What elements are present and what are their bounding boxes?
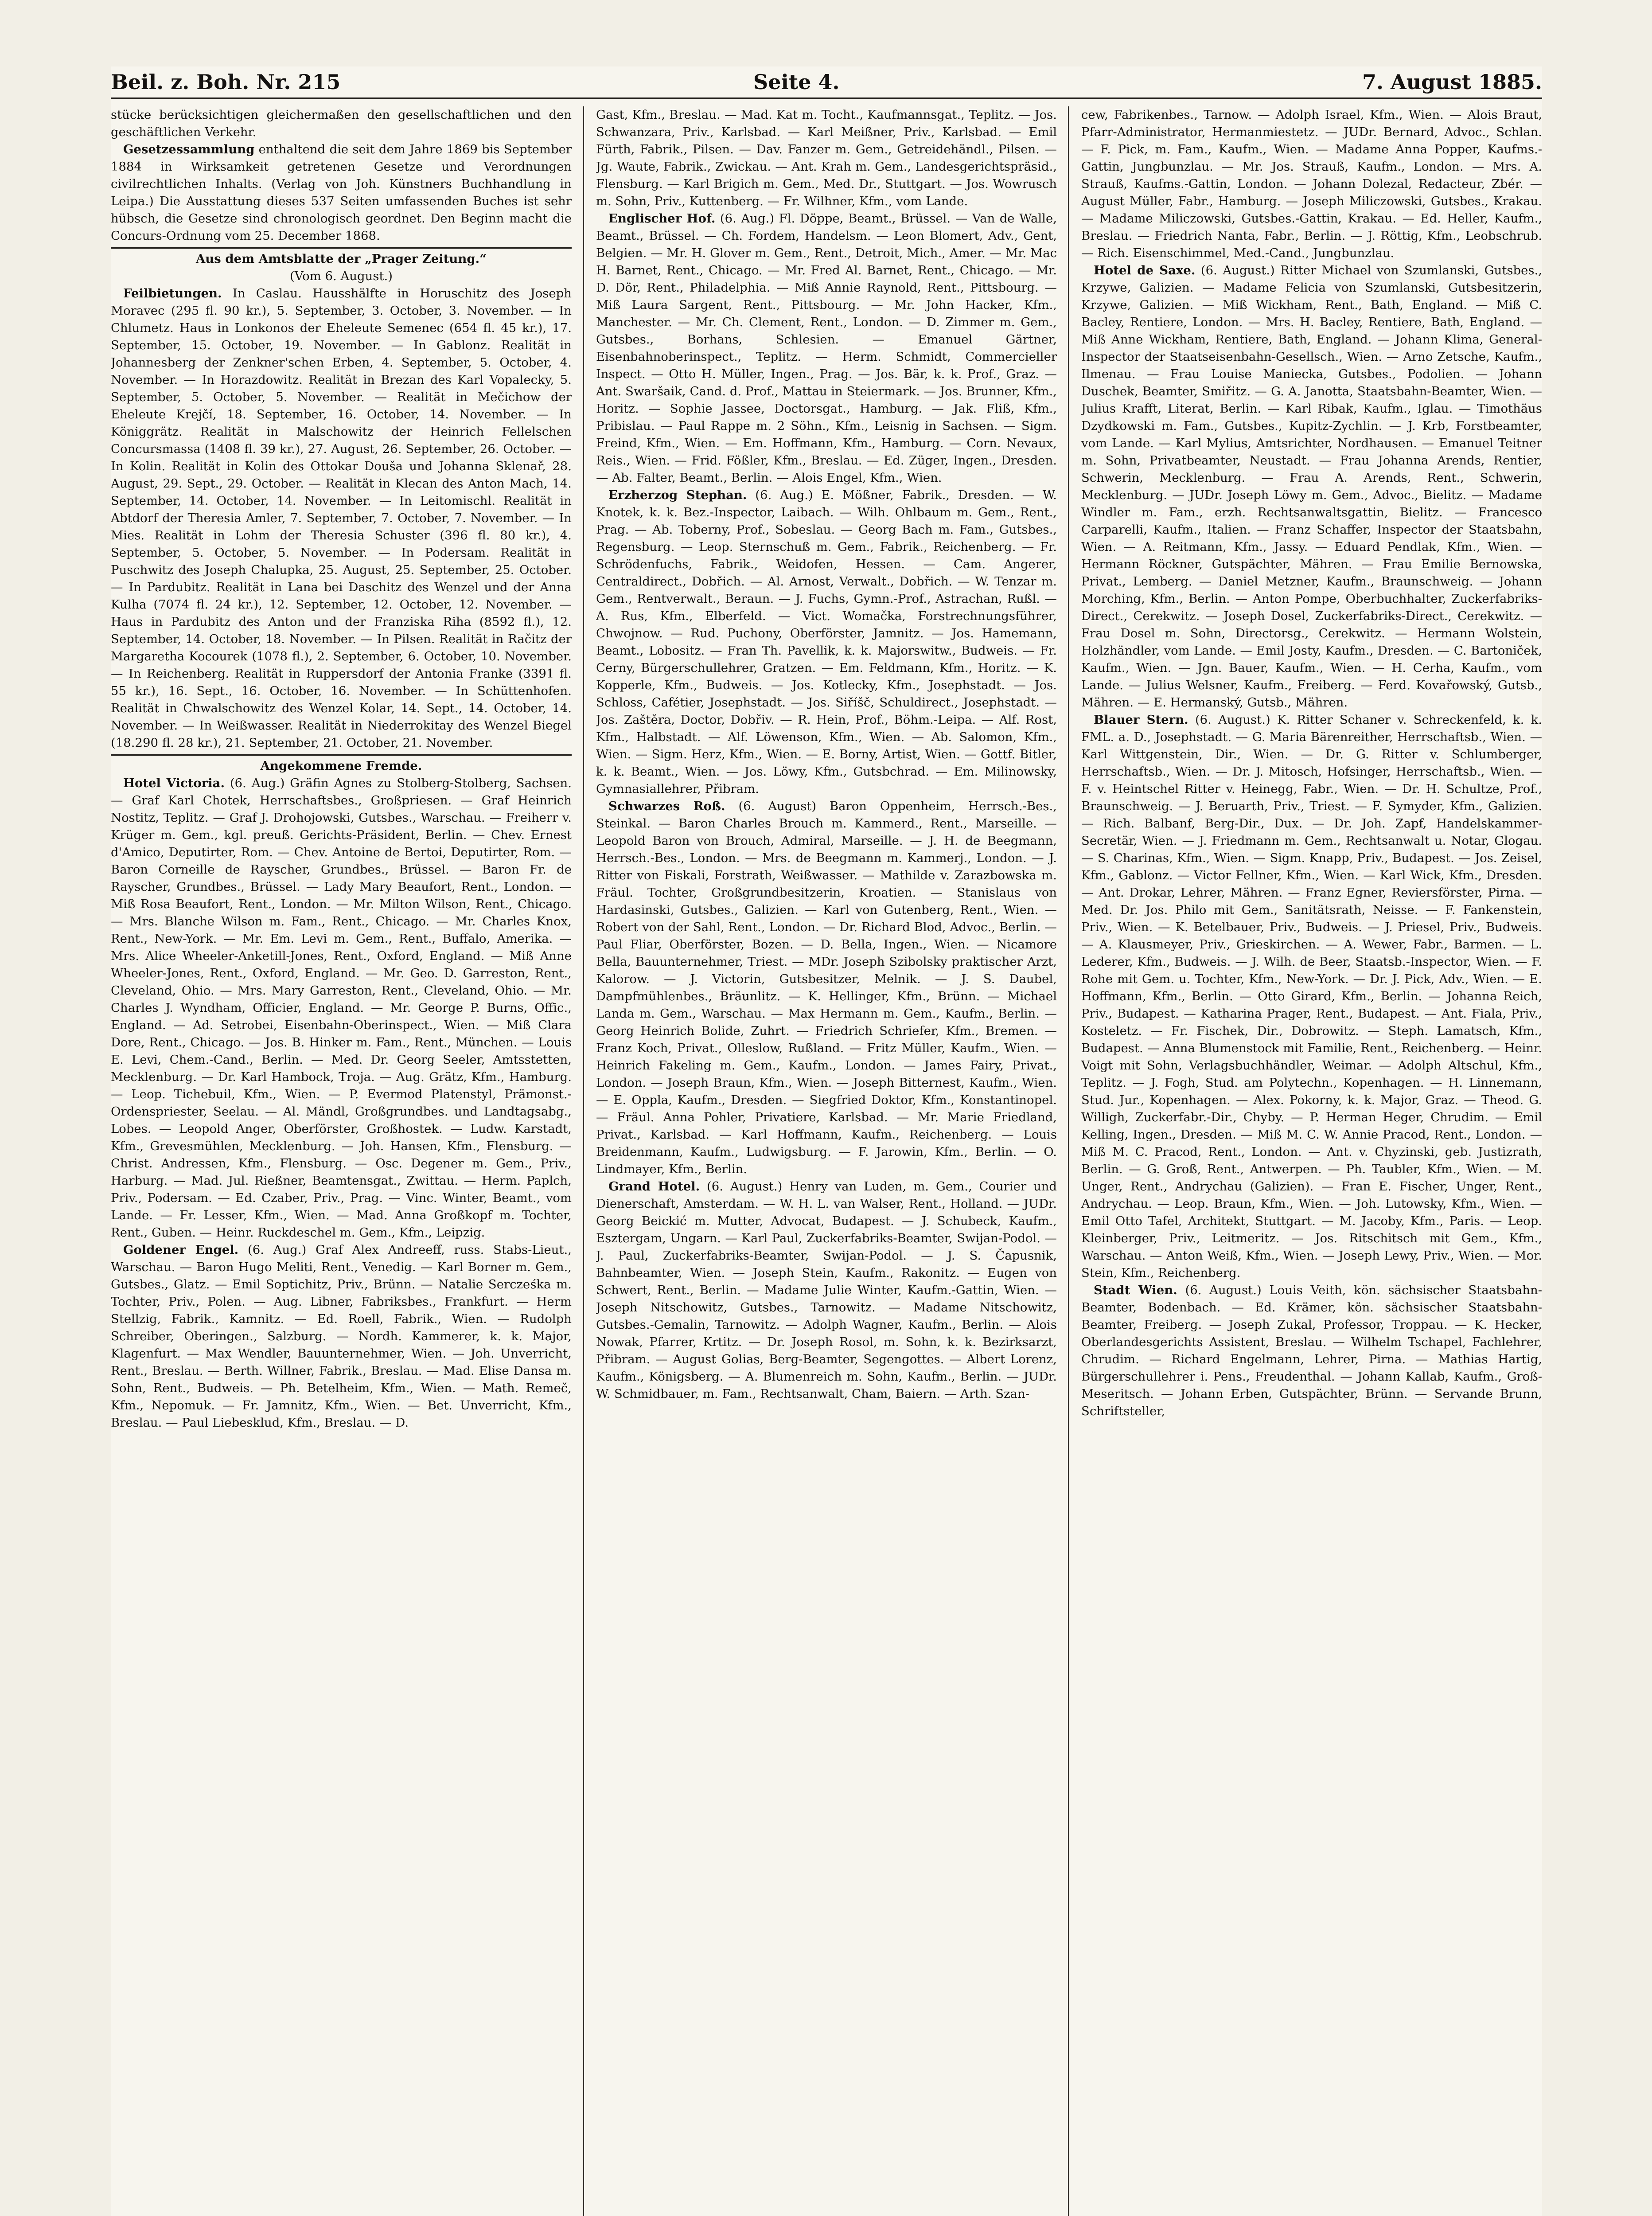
column-2 (596, 106, 1057, 2216)
column-3 (1081, 106, 1542, 2216)
schwarzes-ross (596, 798, 1057, 1178)
blauer-stern-title: Blauer Stern. (1094, 713, 1188, 727)
newspaper-page (111, 66, 1542, 2216)
englischer-hof-title: Englischer Hof. (608, 211, 716, 226)
hotel-de-saxe-text: (6. August.) Ritter Michael von Szumlanski, Gutsbes., Krzywe, Galizien. — Madame Felicia von Szumlanski, Gutsbesitzerin, Krzywe, Galizien. — Miß Wickham, Rent., Bath, England. — Miß C. Bacley, Rentiere, London. — Mrs. H. Bacley, Rentiere, Bath, England. — Miß Anne Wickham, Rentiere, Bath, England. — Johann Klima, General-Inspector der Staatseisenbahn-Gesellsch., Wien. — Arno Zetsche, Kaufm., Ilmenau. — Frau Louise Maniecka, Gutsbes., Podolien. — Johann Duschek, Beamter, Smiřitz. — G. A. Janotta, Staatsbahn-Beamter, Wien. — Julius Krafft, Literat, Berlin. — Karl Ribak, Kaufm., Iglau. — Timothäus Dzydkowski m. Fam., Gutsbes., Kupitz-Zychlin. — J. Krb, Forstbeamter, vom Lande. — Karl Mylius, Amtsrichter, Nordhausen. — Emanuel Teitner m. Sohn, Privatbeamter, Neustadt. — Frau Johanna Arends, Rentier, Schwerin, Mecklenburg. — Frau A. Arends, Rent., Schwerin, Mecklenburg. — JUDr. Joseph Löwy m. Gem., Advoc., Bielitz. — Madame Windler m. Fam., erzh. Rechtsanwaltsgattin, Bielitz. — Francesco Carparelli, Kaufm., Italien. — Franz Schaffer, Inspector der Staatsbahn, Wien. — A. Reitmann, Kfm., Jassy. — Eduard Pendlak, Kfm., Wien. — Hermann Röckner, Gutspächter, Mähren. — Frau Emilie Bernowska, Privat., Lemberg. — Daniel Metzner, Kaufm., Braunschweig. — Johann Morching, Kfm., Berlin. — Anton Pompe, Oberbuchhalter, Zuckerfabriks-Direct., Cerekwitz. — Joseph Dosel, Zuckerfabriks-Direct., Cerekwitz. — Frau Dosel m. Sohn, Directorsg., Cerekwitz. — Hermann Wolstein, Holzhändler, vom Lande. — Emil Josty, Kaufm., Dresden. — C. Bartoniček, Kaufm., Wien. — Jgn. Bauer, Kaufm., Wien. — H. Cerha, Kaufm., vom Lande. — Julius Welsner, Kaufm., Freiberg. — Ferd. Kovařowský, Gutsb., Mähren. — E. Hermanský, Gutsb., Mähren. (1081, 263, 1542, 710)
intro-text: stücke berücksichtigen gleichermaßen den gesellschaftlichen und den geschäftlichen Verkehr. (111, 108, 572, 139)
issue-date: 7. August 1885. (1362, 70, 1542, 94)
amtsblatt-heading: Aus dem Amtsblatte der „Prager Zeitung.“ (111, 247, 572, 268)
hotel-de-saxe (1081, 262, 1542, 711)
grand-hotel-title: Grand Hotel. (608, 1179, 700, 1194)
continued-text: Gast, Kfm., Breslau. — Mad. Kat m. Tocht., Kaufmannsgat., Teplitz. — Jos. Schwanzara, Priv., Karlsbad. — Karl Meißner, Priv., Karlsbad. — Emil Fürth, Fabrik., Pilsen. — Dav. Fanzer m. Gem., Getreidehändl., Pilsen. — Jg. Waute, Fabrik., Zwickau. — Ant. Krah m. Gem., Landesgerichtspräsid., Flensburg. — Karl Brigich m. Gem., Med. Dr., Stuttgart. — Jos. Wowrusch m. Sohn, Priv., Kuttenberg. — Fr. Wilhner, Kfm., vom Lande. (596, 108, 1057, 208)
grand-hotel-text: (6. August.) Henry van Luden, m. Gem., Courier und Dienerschaft, Amsterdam. — W. H. L. van Walser, Rent., Holland. — JUDr. Georg Beickić m. Mutter, Advocat, Budapest. — J. Schubeck, Kaufm., Esztergam, Ungarn. — Karl Paul, Zuckerfabriks-Beamter, Swijan-Podol. — J. Paul, Zuckerfabriks-Beamter, Swijan-Podol. — J. S. Čapusnik, Bahnbeamter, Wien. — Joseph Stein, Kaufm., Rakonitz. — Eugen von Schwert, Rent., Berlin. — Madame Julie Winter, Kaufm.-Gattin, Wien. — Joseph Nitschowitz, Gutsbes., Tarnowitz. — Madame Nitschowitz, Gutsbes.-Gemalin, Tarnowitz. — Adolph Wagner, Kaufm., Berlin. — Alois Nowak, Pfarrer, Krtitz. — Dr. Joseph Rosol, m. Sohn, k. k. Bezirksarzt, Přibram. — August Golias, Berg-Beamter, Segengottes. — Albert Lorenz, Kaufm., Königsberg. — A. Blumenreich m. Sohn, Kaufm., Berlin. — JUDr. W. Schmidbauer, m. Fam., Rechtsanwalt, Cham, Baiern. — Arth. Szan- (596, 1179, 1057, 1401)
schwarzes-ross-text: (6. August) Baron Oppenheim, Herrsch.-Bes., Steinkal. — Baron Charles Brouch m. Kammerd., Rent., Marseille. — Leopold Baron von Brouch, Admiral, Marseille. — J. H. de Beegmann, Herrsch.-Bes., London. — Mrs. de Beegmann m. Kammerj., London. — J. Ritter von Fiskali, Forstrath, Weißwasser. — Mathilde v. Zarazbowska m. Fräul. Tochter, Großgrundbesitzerin, Kroatien. — Stanislaus von Hardasinski, Gutsbes., Galizien. — Karl von Gutenberg, Rent., Wien. — Robert von der Sahl, Rent., London. — Dr. Richard Blod, Advoc., Berlin. — Paul Fliar, Oberförster, Bozen. — D. Bella, Ingen., Wien. — Nicamore Bella, Bauunternehmer, Triest. — MDr. Joseph Szibolsky praktischer Arzt, Kalorow. — J. Victorin, Gutsbesitzer, Melnik. — J. S. Daubel, Dampfmühlenbes., Bräunlitz. — K. Hellinger, Kfm., Brünn. — Michael Landa m. Gem., Warschau. — Max Hermann m. Gem., Kaufm., Berlin. — Georg Heinrich Bolide, Zuhrt. — Friedrich Schriefer, Kfm., Bremen. — Franz Koch, Privat., Olleslow, Rußland. — Fritz Müller, Kaufm., Wien. — Heinrich Fakeling m. Gem., Kaufm., London. — James Fairy, Privat., London. — Joseph Braun, Kfm., Wien. — Joseph Bitternest, Kaufm., Wien. — E. Oppla, Kaufm., Dresden. — Siegfried Doktor, Kfm., Konstantinopel. — Fräul. Anna Pohler, Privatiere, Karlsbad. — Mr. Marie Friedland, Privat., Karlsbad. — Karl Hoffmann, Kaufm., Reichenberg. — Louis Breidenmann, Kaufm., Ludwigsburg. — F. Jarowin, Kfm., Berlin. — O. Lindmayer, Kfm., Berlin. (596, 799, 1057, 1176)
hotel-victoria-text: (6. Aug.) Gräfin Agnes zu Stolberg-Stolberg, Sachsen. — Graf Karl Chotek, Herrschaftsbes., Großpriesen. — Graf Heinrich Nostitz, Teplitz. — Graf J. Drohojowski, Gutsbes., Warschau. — Freiherr v. Krüger m. Gem., kgl. preuß. Gerichts-Präsident, Berlin. — Chev. Ernest d'Amico, Deputirter, Rom. — Chev. Antoine de Bertoi, Deputirter, Rom. — Baron Corneille de Rayscher, Grundbes., Brüssel. — Baron Fr. de Rayscher, Grundbes., Brüssel. — Lady Mary Beaufort, Rent., London. — Miß Rosa Beaufort, Rent., London. — Mr. Milton Wilson, Rent., Chicago. — Mrs. Blanche Wilson m. Fam., Rent., Chicago. — Mr. Charles Knox, Rent., New-York. — Mr. Em. Levi m. Gem., Rent., Buffalo, Amerika. — Mrs. Alice Wheeler-Anketill-Jones, Rent., Oxford, England. — Miß Anne Wheeler-Jones, Rent., Oxford, England. — Mr. Geo. D. Garreston, Rent., Cleveland, Ohio. — Mrs. Mary Garreston, Rent., Cleveland, Ohio. — Mr. Charles J. Wyndham, Officier, England. — Mr. George P. Burns, Offic., England. — Ad. Setrobei, Eisenbahn-Oberinspect., Wien. — Miß Clara Dore, Rent., Chicago. — Jos. B. Hinker m. Fam., Rent., München. — Louis E. Levi, Chem.-Cand., Berlin. — Med. Dr. Georg Seeler, Amtsstetten, Mecklenburg. — Dr. Karl Hambock, Troja. — Aug. Grätz, Kfm., Hamburg. — Leop. Tichebuil, Kfm., Wien. — P. Evermod Platenstyl, Prämonst.-Ordenspriester, Seelau. — Al. Mändl, Großgrundbes. und Landtagsabg., Lobes. — Leopold Anger, Oberförster, Großhostek. — Ludw. Karstadt, Kfm., Grevesmühlen, Mecklenburg. — Joh. Hansen, Kfm., Flensburg. — Christ. Andressen, Kfm., Flensburg. — Osc. Degener m. Gem., Priv., Harburg. — Mad. Jul. Rießner, Beamtensgat., Zwittau. — Herm. Paplch, Priv., Podersam. — Ed. Czaber, Priv., Prag. — Vinc. Winter, Beamt., vom Lande. — Fr. Lesser, Kfm., Wien. — Mad. Anna Großkopf m. Tochter, Rent., Guben. — Heinr. Ruckdeschel m. Gem., Kfm., Leipzig. (111, 776, 572, 1240)
stadt-wien-title: Stadt Wien. (1094, 1283, 1177, 1297)
erzherzog-stephan-text: (6. Aug.) E. Mößner, Fabrik., Dresden. — W. Knotek, k. k. Bez.-Inspector, Laibach. — Wilh. Ohlbaum m. Gem., Rent., Prag. — Ab. Toberny, Prof., Sobeslau. — Georg Bach m. Fam., Gutsbes., Regensburg. — Leop. Sternschuß m. Gem., Fabrik., Reichenberg. — Fr. Schrödenfuchs, Fabrik., Weidofen, Hessen. — Cam. Angerer, Centraldirect., Dobřich. — Al. Arnost, Verwalt., Dobřich. — W. Tenzar m. Gem., Rentverwalt., Beraun. — J. Fuchs, Gymn.-Prof., Astrachan, Rußl. — A. Rus, Kfm., Elberfeld. — Vict. Womačka, Forstrechnungsführer, Chwojnow. — Rud. Puchony, Oberförster, Jamnitz. — Jos. Hamemann, Beamt., Lobositz. — Fran Th. Pavellik, k. k. Majorswitw., Budweis. — Fr. Cerny, Bürgerschullehrer, Gratzen. — Em. Feldmann, Kfm., Horitz. — K. Kopperle, Kfm., Budweis. — Jos. Kotlecky, Kfm., Josephstadt. — Jos. Schloss, Cafétier, Josephstadt. — Jos. Siříšč, Schuldirect., Josephstadt. — Jos. Zaštěra, Doctor, Dobřiv. — R. Hein, Prof., Böhm.-Leipa. — Alf. Rost, Kfm., Halbstadt. — Alf. Löwenson, Kfm., Wien. — Ab. Salomon, Kfm., Wien. — Sigm. Herz, Kfm., Wien. — E. Borny, Artist, Wien. — Gottf. Bitler, k. k. Beamt., Wien. — Jos. Löwy, Kfm., Gutsbchrad. — Em. Milinowsky, Gymnasiallehrer, Přibram. (596, 488, 1057, 796)
columns (111, 106, 1542, 2216)
blauer-stern (1081, 711, 1542, 1282)
stadt-wien (1081, 1282, 1542, 1420)
feilbietungen (111, 285, 572, 752)
gesetz-title: Gesetzessammlung (123, 142, 255, 156)
grand-hotel (596, 1178, 1057, 1403)
hotel-de-saxe-title: Hotel de Saxe. (1094, 263, 1196, 277)
continued-text: cew, Fabrikenbes., Tarnow. — Adolph Israel, Kfm., Wien. — Alois Braut, Pfarr-Administrator, Hermanmiestetz. — JUDr. Bernard, Advoc., Schlan. — F. Pick, m. Fam., Kaufm., Wien. — Madame Anna Popper, Kaufms.-Gattin, Jungbunzlau. — Mr. Jos. Strauß, Kaufm., London. — Mrs. A. Strauß, Kaufms.-Gattin, London. — Johann Dolezal, Redacteur, Zbér. — August Müller, Fabr., Hamburg. — Joseph Miliczowski, Gutsbes., Krakau. — Madame Miliczowski, Gutsbes.-Gattin, Krakau. — Ed. Heller, Kaufm., Breslau. — Friedrich Nanta, Fabr., Berlin. — J. Röttig, Kfm., Leobschrub. — Rich. Eisenschimmel, Med.-Cand., Jungbunzlau. (1081, 108, 1542, 260)
hotel-victoria-title: Hotel Victoria. (123, 776, 225, 790)
englischer-hof-text: (6. Aug.) Fl. Döppe, Beamt., Brüssel. — Van de Walle, Beamt., Brüssel. — Ch. Fordem, Handelsm. — Leon Blomert, Adv., Gent, Belgien. — Mr. H. Glover m. Gem., Rent., Detroit, Mich., Amer. — Mr. Mac H. Barnet, Rent., Chicago. — Mr. Fred Al. Barnet, Rent., Chicago. — Mr. D. Dör, Rent., Philadelphia. — Miß Annie Raynold, Rent., Pittsbourg. — Miß Laura Sargent, Rent., Pittsbourg. — Mr. John Hacker, Kfm., Manchester. — Mr. Ch. Clement, Rent., London. — D. Zimmer m. Gem., Gutsbes., Borhans, Schlesien. — Emanuel Gärtner, Eisenbahnoberinspect., Teplitz. — Herm. Schmidt, Commercieller Inspect. — Otto H. Müller, Ingen., Prag. — Jos. Bär, k. k. Prof., Graz. — Ant. Swaršaik, Cand. d. Prof., Mattau in Steiermark. — Jos. Brunner, Kfm., Horitz. — Sophie Jassee, Doctorsgat., Hamburg. — Jak. Fliß, Kfm., Pribislau. — Paul Rappe m. 2 Söhn., Kfm., Leisnig in Sachsen. — Sigm. Freind, Kfm., Wien. — Em. Hoffmann, Kfm., Hamburg. — Corn. Nevaux, Reis., Wien. — Frid. Fößler, Kfm., Breslau. — Ed. Züger, Ingen., Dresden. — Ab. Falter, Beamt., Berlin. — Alois Engel, Kfm., Wien. (596, 211, 1057, 485)
blauer-stern-text: (6. August.) K. Ritter Schaner v. Schreckenfeld, k. k. FML. a. D., Josephstadt. — G. Maria Bärenreither, Herrschaftsb., Wien. — Karl Wittgenstein, Dir., Wien. — Dr. G. Ritter v. Schlumberger, Herrschaftsb., Wien. — Dr. J. Mitosch, Hofsinger, Herrschaftsb., Wien. — F. v. Heintschel Ritter v. Heinegg, Fabr., Wien. — Dr. H. Schultze, Prof., Braunschweig. — J. Beruarth, Priv., Triest. — F. Symyder, Kfm., Galizien. — Rich. Balbanf, Berg-Dir., Dux. — Dr. Joh. Zapf, Handelskammer-Secretär, Wien. — J. Friedmann m. Gem., Rechtsanwalt u. Notar, Glogau. — S. Charinas, Kfm., Wien. — Sigm. Knapp, Priv., Budapest. — Jos. Zeisel, Kfm., Gablonz. — Victor Fellner, Kfm., Wien. — Karl Wick, Kfm., Dresden. — Ant. Drokar, Lehrer, Mähren. — Franz Egner, Reviersförster, Pirna. — Med. Dr. Jos. Philo mit Gem., Sanitätsrath, Neisse. — F. Fankenstein, Priv., Wien. — K. Betelbauer, Priv., Budweis. — J. Priesel, Priv., Budweis. — A. Klausmeyer, Priv., Grieskirchen. — A. Wewer, Fabr., Barmen. — L. Lederer, Kfm., Budweis. — J. Wilh. de Beer, Staatsb.-Inspector, Wien. — F. Rohe mit Gem. u. Tochter, Kfm., New-York. — Dr. J. Pick, Adv., Wien. — E. Hoffmann, Kfm., Berlin. — Otto Girard, Kfm., Berlin. — Johanna Reich, Priv., Budapest. — Katharina Prager, Rent., Budapest. — Ant. Fiala, Priv., Kosteletz. — Fr. Fischek, Dir., Dobrowitz. — Steph. Lamatsch, Kfm., Budapest. — Anna Blumenstock mit Familie, Rent., Reichenberg. — Heinr. Voigt mit Sohn, Verlagsbuchhändler, Weimar. — Adolph Altschul, Kfm., Teplitz. — J. Fogh, Stud. am Polytechn., Kopenhagen. — H. Linnemann, Stud. Jur., Kopenhagen. — Alex. Pokorny, k. k. Major, Graz. — Theod. G. Willigh, Zuckerfabr.-Dir., Chyby. — P. Herman Heger, Chrudim. — Emil Kelling, Ingen., Dresden. — Miß M. C. W. Annie Pracod, Rent., London. — Miß M. C. Pracod, Rent., London. — Ant. v. Chyzinski, geb. Justizrath, Berlin. — G. Groß, Rent., Antwerpen. — Ph. Taubler, Kfm., Wien. — M. Unger, Rent., Andrychau (Galizien). — Fran E. Fischer, Unger, Rent., Andrychau. — Leop. Braun, Kfm., Wien. — Joh. Lutowsky, Kfm., Wien. — Emil Otto Tafel, Architekt, Stuttgart. — M. Jacoby, Kfm., Paris. — Leop. Kleinberger, Priv., Leitmeritz. — Jos. Ritschitsch mit Gem., Kfm., Warschau. — Anton Weiß, Kfm., Wien. — Joseph Lewy, Priv., Wien. — Mor. Stein, Kfm., Reichenberg. (1081, 713, 1542, 1280)
gesetz-notice (111, 141, 572, 245)
englischer-hof (596, 210, 1057, 487)
erzherzog-stephan (596, 487, 1057, 798)
goldener-engel (111, 1241, 572, 1432)
erzherzog-stephan-title: Erzherzog Stephan. (608, 488, 747, 502)
amtsblatt-date: (Vom 6. August.) (290, 269, 393, 283)
page-number: Seite 4. (753, 70, 840, 94)
feilbietungen-title: Feilbietungen. (123, 286, 222, 300)
hotel-victoria (111, 775, 572, 1241)
feilbietungen-text: In Caslau. Hausshälfte in Horuschitz des Joseph Moravec (295 fl. 90 kr.), 5. September, 3. October, 3. November. — In Chlumetz. Haus in Lonkonos der Eheleute Semenec (654 fl. 45 kr.), 17. September, 15. October, 19. November. — In Gablonz. Realität in Johannesberg der Zenkner'schen Erben, 4. September, 5. October, 4. November. — In Horazdowitz. Realität in Brezan des Karl Vopalecky, 5. September, 5. October, 5. November. — Realität in Mečichow der Eheleute Krejčí, 18. September, 16. October, 14. November. — In Königgrätz. Realität in Malschowitz der Heinrich Fellelschen Concursmassa (1408 fl. 39 kr.), 27. August, 26. September, 26. October. — In Kolin. Realität in Kolin des Ottokar Douša und Johanna Sklenař, 28. August, 29. Sept., 29. October. — Realität in Klecan des Anton Mach, 14. September, 14. October, 14. November. — In Leitomischl. Realität in Abtdorf der Theresia Amler, 7. September, 7. October, 7. November. — In Mies. Realität in Lohm der Theresia Schuster (396 fl. 80 kr.), 4. September, 5. October, 5. November. — In Podersam. Realität in Puschwitz des Joseph Chalupka, 25. August, 25. September, 25. October. — In Pardubitz. Realität in Lana bei Daschitz des Wenzel und der Anna Kulha (7074 fl. 24 kr.), 12. September, 12. October, 12. November. — Haus in Pardubitz des Anton und der Franziska Riha (8592 fl.), 12. September, 14. October, 18. November. — In Pilsen. Realität in Račitz der Margaretha Kocourek (1078 fl.), 2. September, 6. October, 10. November. — In Reichenberg. Realität in Ruppersdorf der Antonia Franke (3391 fl. 55 kr.), 16. Sept., 16. October, 16. November. — In Schüttenhofen. Realität in Chwalschowitz des Wenzel Kolar, 14. Sept., 14. October, 14. November. — In Weißwasser. Realität in Niederrokitay des Wenzel Biegel (18.290 fl. 28 kr.), 21. September, 21. October, 21. November. (111, 286, 572, 750)
stadt-wien-text: (6. August.) Louis Veith, kön. sächsischer Staatsbahn-Beamter, Bodenbach. — Ed. Krämer, kön. sächsischer Staatsbahn-Beamter, Freiberg. — Joseph Zukal, Professor, Troppau. — K. Hecker, Oberlandesgerichts Assistent, Breslau. — Wilhelm Tschapel, Fachlehrer, Chrudim. — Richard Engelmann, Lehrer, Pirna. — Mathias Hartig, Bürgerschullehrer i. Pens., Freudenthal. — Johann Kallab, Kaufm., Groß-Meseritsch. — Johann Erben, Gutspächter, Brünn. — Servande Brunn, Schriftsteller, (1081, 1283, 1542, 1418)
gesetz-text: enthaltend die seit dem Jahre 1869 bis September 1884 in Wirksamkeit getretenen Gesetze und Verordnungen civilrechtlichen Inhalts. (Verlag von Joh. Künstners Buchhandlung in Leipa.) Die Ausstattung dieses 537 Seiten umfassenden Buches ist sehr hübsch, die Gesetze sind chronologisch geordnet. Den Beginn macht die Concurs-Ordnung vom 25. December 1868. (111, 142, 572, 243)
column-1 (111, 106, 572, 2216)
goldener-engel-title: Goldener Engel. (123, 1243, 239, 1257)
fremde-heading: Angekommene Fremde. (111, 754, 572, 775)
schwarzes-ross-title: Schwarzes Roß. (608, 799, 725, 813)
page-header (111, 66, 1542, 99)
goldener-engel-text: (6. Aug.) Graf Alex Andreeff, russ. Stabs-Lieut., Warschau. — Baron Hugo Meliti, Rent., Venedig. — Karl Borner m. Gem., Gutsbes., Glatz. — Emil Soptichitz, Priv., Brünn. — Natalie Sercześka m. Tochter, Priv., Polen. — Aug. Libner, Fabriksbes., Frankfurt. — Herm Stellzig, Fabrik., Kamnitz. — Ed. Roell, Fabrik., Wien. — Rudolph Schreiber, Oberingen., Salzburg. — Nordh. Kammerer, k. k. Major, Klagenfurt. — Max Wendler, Bauunternehmer, Wien. — Joh. Unverricht, Rent., Breslau. — Berth. Willner, Fabrik., Breslau. — Mad. Elise Dansa m. Sohn, Rent., Budweis. — Ph. Betelheim, Kfm., Wien. — Math. Remeč, Kfm., Nepomuk. — Fr. Jamnitz, Kfm., Wien. — Bet. Unverricht, Kfm., Breslau. — Paul Liebesklud, Kfm., Breslau. — D. (111, 1243, 572, 1430)
issue-label: Beil. z. Boh. Nr. 215 (111, 70, 341, 94)
